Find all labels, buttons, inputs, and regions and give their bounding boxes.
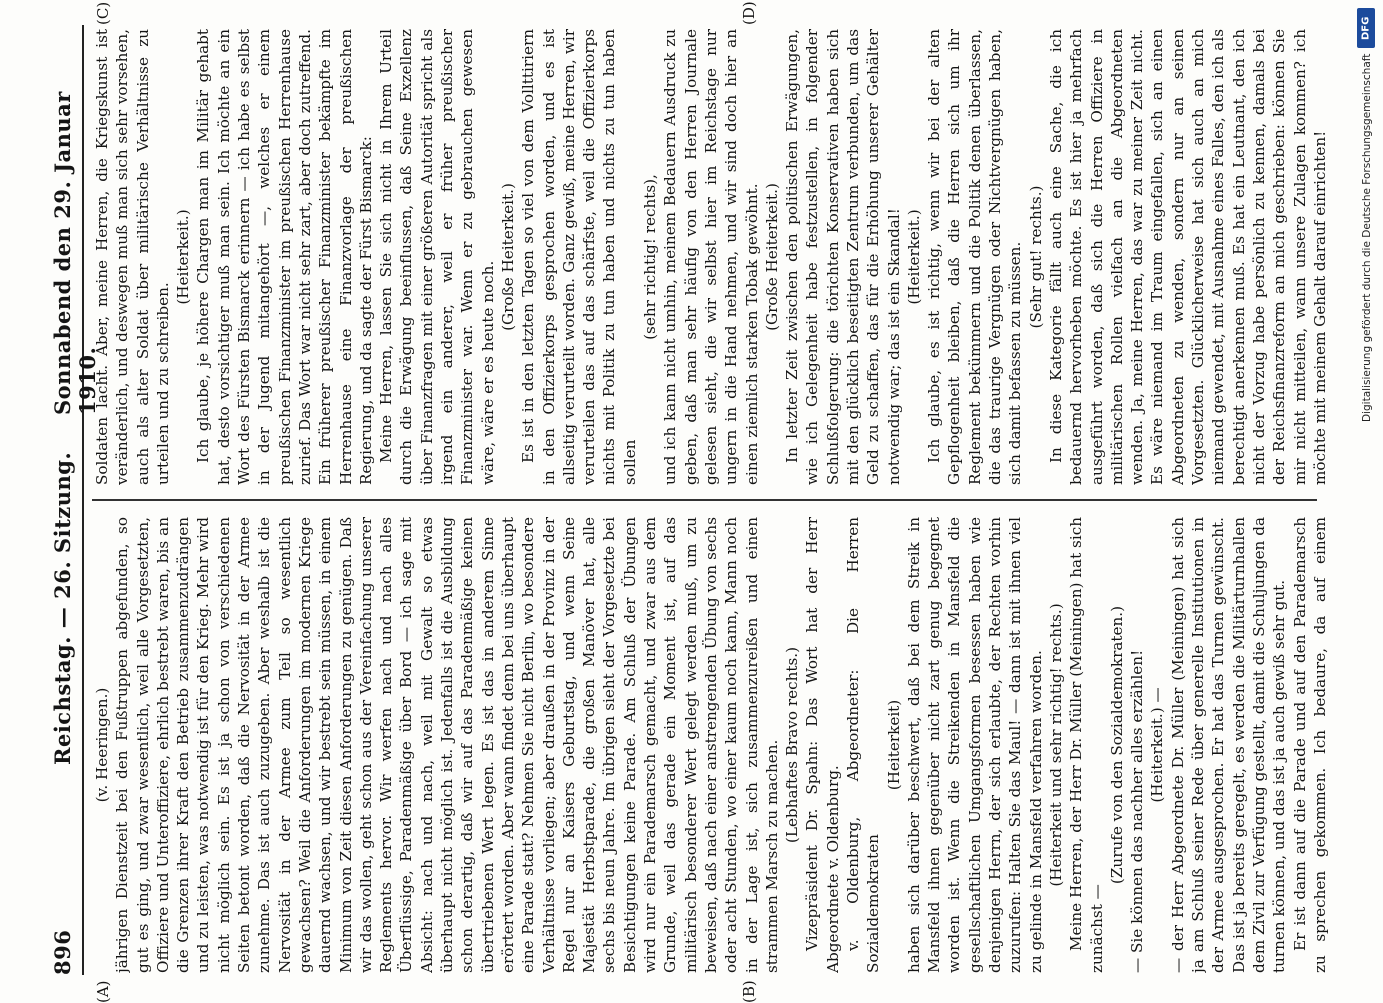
paragraph: Ich glaube, es ist richtig, wenn wir bei der alten Gepflogenheit bleiben, daß die Herren sich um ihr Reglement bekümmern und die Politik denen überlassen, die das traurige Vergnügen oder Nichtvergnügen haben, sich damit befassen zu müssen. bbox=[925, 29, 1025, 485]
paragraph: Soldaten lacht. Aber, meine Herren, die Kriegskunst ist veränderlich, und deswegen muß man sich sehr vorsehen, auch als alter Soldat über militärische Verhältnisse zu urteilen und zu schreiben. bbox=[93, 29, 172, 485]
margin-marker-b: (B) bbox=[740, 980, 758, 1003]
credit-text: Digitalisierung gefördert durch die Deutsche Forschungsgemeinschaft bbox=[1361, 54, 1373, 423]
paragraph: v. Oldenburg, Abgeordneter: Die Herren Sozialdemokraten bbox=[843, 517, 883, 973]
page-header bbox=[48, 25, 100, 975]
margin-marker-d: (D) bbox=[740, 1, 758, 25]
interjection: (sehr richtig! rechts), bbox=[641, 174, 660, 340]
column-right bbox=[92, 29, 1332, 485]
rotated-page bbox=[40, 1, 1340, 1003]
paragraph: Meine Herren, lassen Sie sich nicht in Ihrem Urteil durch die Erwägung beeinflussen, daß Seine Exzellenz über Finanzfragen mit einer größeren Autorität spricht als irgend ein anderer, weil er früher preußischer Finanzminister war. Wenn er zu gebrauchen gewesen wäre, wäre er es heute noch. bbox=[377, 29, 497, 485]
page-number: 896 bbox=[50, 929, 75, 975]
interjection bbox=[1330, 29, 1332, 485]
paragraph: haben sich darüber beschwert, daß bei dem Streik in Mansfeld ihnen gegenüber nicht zart genug begegnet worden ist. Wenn die Streikenden in Mansfeld die gesellschaftlichen Umgangsformen besessen haben wie denjenigen Herrn, der sich erlaubte, der Rechten vorhin zuzurufen: Halten Sie das Maul! — dann ist mit ihnen viel zu gelinde in Mansfeld verfahren worden. bbox=[904, 517, 1045, 973]
interjection: (Sehr gut! rechts.) bbox=[1026, 185, 1045, 329]
paragraph: jährigen Dienstzeit bei den Fußtruppen abgefunden, so gut es ging, und zwar wesentlich, weil alle Vorgesetzten, Offiziere und Unteroffiziere, ehrlich bestrebt waren, bis an die Grenzen ihrer Kraft den Betrieb zusammenzudrängen und zu leisten, was notwendig ist für den Krieg. Mehr wird nicht möglich sein. Es ist ja schon von verschiedenen Seiten betont worden, daß die Nervosität in der Armee zunehme. Das ist auch zuzugeben. Aber weshalb ist die Nervosität in der Armee zum Teil so wesentlich gewachsen? Weil die Anforderungen im modernen Kriege dauernd wachsen, und wir bestrebt sein müssen, in einem Minimum von Zeit diesen Anforderungen zu genügen. Daß wir das wollen, geht schon aus der Vereinfachung unserer Reglements hervor. Wir werfen nach und nach alles Überflüssige, Paradenmäßige über Bord — ich sage mit Absicht: nach und nach, weil mit Gewalt so etwas überhaupt nicht möglich ist. Jedenfalls ist die Ausbildung schon derartig, daß wir auf das Paradenmäßige keinen übertriebenen Wert legen. Es ist das in anderem Sinne erörtert worden. Aber wann findet denn bei uns überhaupt eine Parade statt? Nehmen Sie nicht Berlin, wo besondere Verhältnisse vorliegen; aber draußen in der Provinz in der Regel nur an Kaisers Geburtstag, und wenn Seine Majestät Herbstparade, die großen Manöver hat, alle sechs bis neun Jahre. Im übrigen sieht der Vorgesetzte bei Besichtigungen keine Parade. Am Schluß der Übungen wird nur ein Parademarsch gemacht, und zwar aus dem Grunde, weil das gerade ein Moment ist, auf das militärisch besonderer Wert gelegt werden muß, um zu beweisen, daß nach einer anstrengenden Übung von sechs oder acht Stunden, wo einer kaum noch kann, Mann noch in der Lage ist, sich zusammenzureißen und einen strammen Marsch zu machen. bbox=[113, 517, 781, 973]
paragraph: — der Herr Abgeordnete Dr. Müller (Meiningen) hat sich ja am Schluß seiner Rede über generelle Institutionen in der Armee ausgesprochen. Er hat das Turnen gewünscht. Das ist ja bereits geregelt, es werden die Militärturnhallen dem Zivil zur Verfügung gestellt, damit die Schuljungen da turnen können, und das ist ja auch gewiß sehr gut. bbox=[1168, 517, 1289, 973]
session-title: Reichstag. — 26. Sitzung. bbox=[50, 451, 75, 765]
session-date: Sonnabend den 29. Januar 1910. bbox=[50, 91, 100, 415]
paragraph: Es ist in den letzten Tagen so viel von dem Vollttiriern in den Offizierkorps gesprochen worden, und es ist allseitig verurteilt worden. Ganz gewiß, meine Herren, wir verurteilen das auf das schärfste, weil die Offizierkorps nichts mit Politik zu tun haben und nichts zu tun haben sollen bbox=[519, 29, 639, 485]
column-divider bbox=[92, 499, 1317, 501]
paragraph: Er ist dann auf die Parade und auf den Parademarsch zu sprechen gekommen. Ich bedaure, da auf einem bbox=[1290, 517, 1329, 973]
interjection: (Heiterkeit.) bbox=[174, 209, 193, 305]
interjection: (Heiterkeit.) — bbox=[1148, 687, 1167, 803]
dfg-logo-icon: DFG bbox=[1357, 8, 1375, 48]
paragraph: Vizepräsident Dr. Spahn: Das Wort hat der Herr Abgeordnete v. Oldenburg. bbox=[803, 517, 842, 973]
paragraph: In diese Kategorie fällt auch eine Sache, die ich bedauernd hervorheben möchte. Es ist hier ja mehrfach ausgeführt worden, daß sich die Herren Offiziere in militärischen Rollen vielfach an die Abgeordneten wenden. Ja, meine Herren, das war zu meiner Zeit nicht. Es wäre niemand im Traum eingefallen, sich an einen Abgeordneten zu wenden, sondern nur an seinen Vorgesetzten. Glücklicherweise hat sich auch an mich niemand gewendet, mit Ausnahme eines Falles, den ich als berechtigt anerkennen muß. Es hat ein Leutnant, den ich nicht der Vorzug habe persönlich zu kennen, damals bei der Reichsfinanzreform an mich geschrieben: können Sie mir nicht mitteilen, wann unsere Zulagen kommen? ich möchte mit meinem Gehalt darauf einrichten! bbox=[1046, 29, 1329, 485]
paragraph: In letzter Zeit zwischen den politischen Erwägungen, wie ich Gelegenheit habe festzustellen, in folgender Schlußfolgerung: die törichten Konservativen haben sich mit den glücklich beseitigten Zentrum verbunden, um das Geld zu schaffen, das für die Erhöhung unserer Gehälter notwendig war; das ist ein Skandal! bbox=[783, 29, 903, 485]
interjection: (Große Heiterkeit.) bbox=[498, 183, 517, 331]
margin-marker-a: (A) bbox=[94, 980, 112, 1003]
paragraph: — Sie können das nachher alles erzählen! bbox=[1128, 649, 1147, 973]
interjection: (Heiterkeit) bbox=[884, 699, 903, 791]
paragraph: und ich kann nicht umhin, meinem Bedauern Ausdruck zu geben, daß man sehr häufig von den Herren Journale gelesen sieht, die wir selbst hier im Reichstage nur ungern in die Hand nehmen, und wir sind doch hier an einen ziemlich starken Tobak gewöhnt. bbox=[661, 29, 761, 485]
paragraph: Meine Herren, der Herr Dr. Müller (Meiningen) hat sich zunächst — bbox=[1067, 517, 1106, 973]
interjection: (Heiterkeit und sehr richtig! rechts.) bbox=[1046, 603, 1065, 887]
interjection: (Lebhaftes Bravo rechts.) bbox=[783, 646, 802, 844]
margin-marker-c: (C) bbox=[94, 1, 112, 25]
column-left bbox=[92, 517, 1332, 973]
interjection: (v. Heeringen.) bbox=[93, 687, 111, 803]
interjection: (Heiterkeit.) bbox=[904, 209, 923, 305]
interjection: (Zurufe von den Sozialdemokraten.) bbox=[1107, 605, 1126, 885]
digitization-credit bbox=[1349, 0, 1377, 1000]
interjection: (Große Heiterkeit.) bbox=[762, 183, 781, 331]
paragraph: Ich glaube, je höhere Chargen man im Militär gehabt hat, desto vorsichtiger muß man sein. Ich möchte an ein Wort des Fürsten Bismarck erinnern — ich habe es selbst in der Jugend mitangehört —, welches er einem preußischen Finanzminister im preußischen Herrenhause zurief. Das Wort war nicht sehr zart, aber doch zutreffend. Ein früherer preußischer Finanzminister bekämpfte im Herrenhause eine Finanzvorlage der preußischen Regierung, und da sagte der Fürst Bismarck: bbox=[194, 29, 375, 485]
